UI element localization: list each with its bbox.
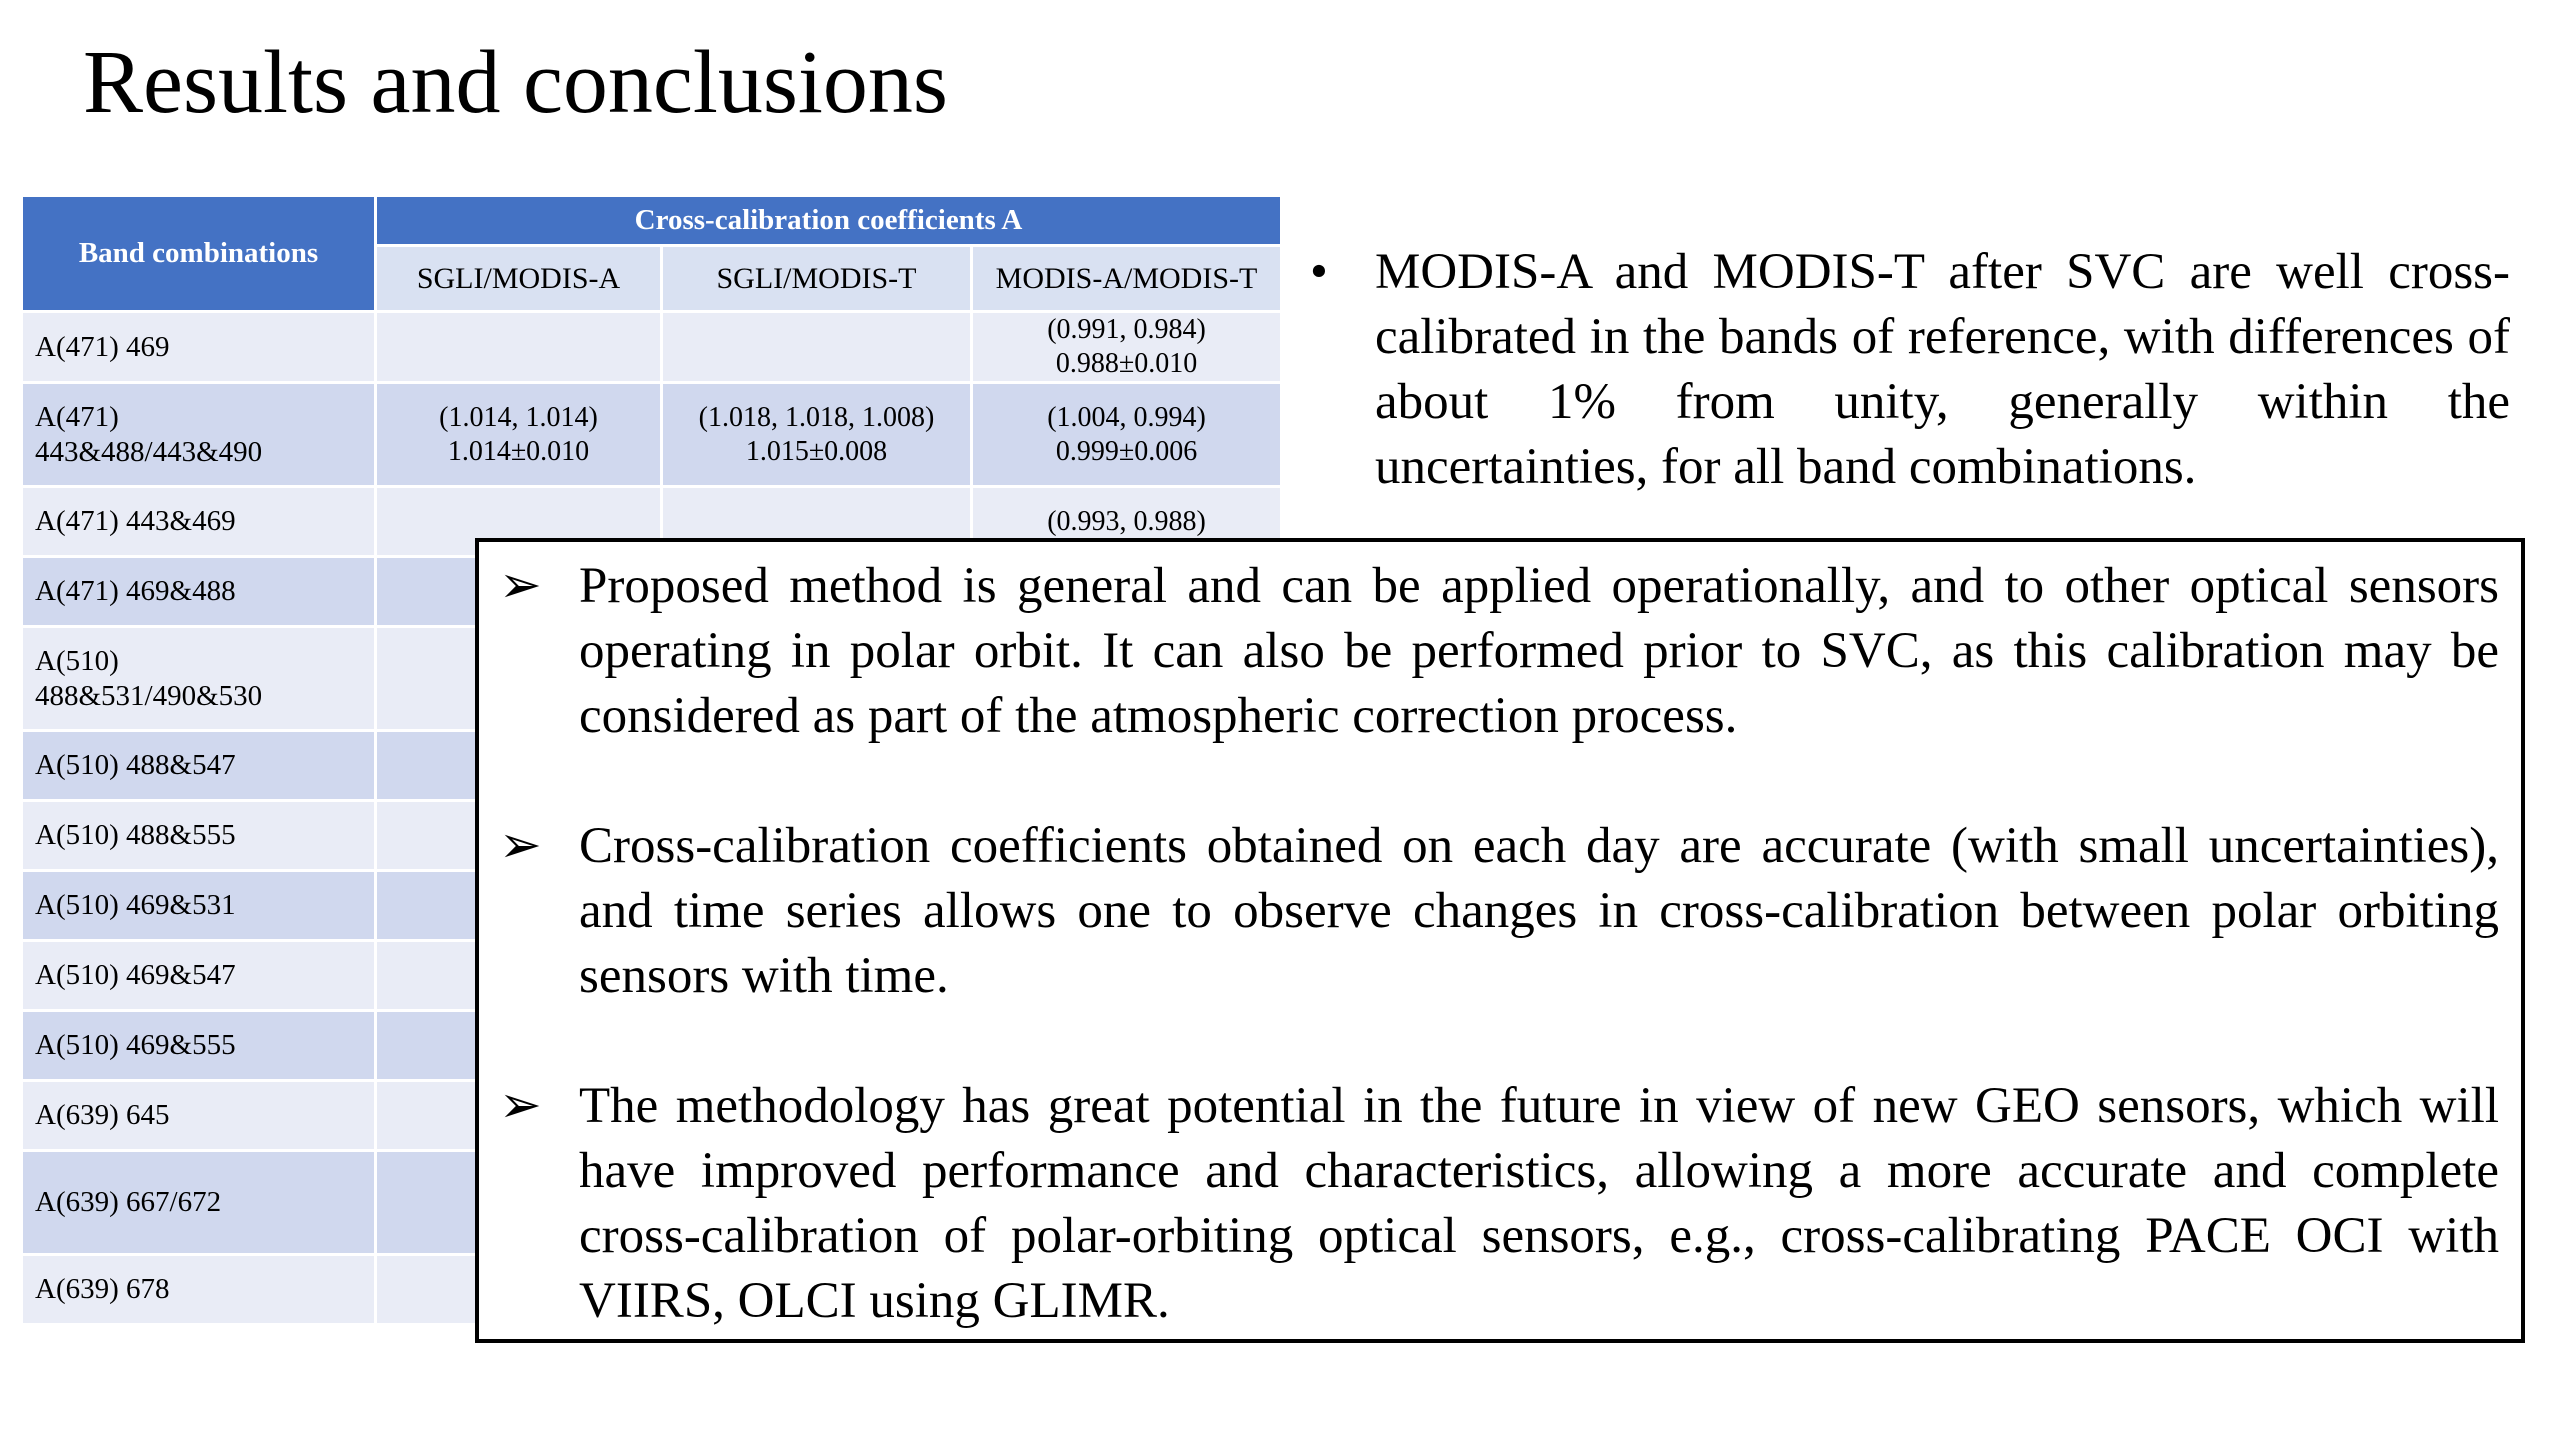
column-header: MODIS-A/MODIS-T bbox=[972, 246, 1282, 312]
band-cell bbox=[22, 312, 376, 383]
cell-line: A(639) 678 bbox=[35, 1273, 170, 1305]
header-cross-calibration: Cross-calibration coefficients A bbox=[376, 196, 1282, 246]
table-row bbox=[22, 312, 1282, 383]
band-cell bbox=[22, 1255, 376, 1325]
cell-line: 1.014±0.010 bbox=[447, 435, 590, 467]
header-band-combinations: Band combinations bbox=[22, 196, 376, 312]
band-cell bbox=[22, 871, 376, 941]
column-header: SGLI/MODIS-T bbox=[662, 246, 972, 312]
value-cell bbox=[376, 383, 662, 487]
band-cell bbox=[22, 383, 376, 487]
band-cell bbox=[22, 941, 376, 1011]
band-cell bbox=[22, 1081, 376, 1151]
cell-line: (1.004, 0.994) bbox=[1047, 401, 1206, 433]
cell-line: A(510) bbox=[35, 644, 119, 677]
conclusion-item bbox=[499, 554, 2499, 749]
value-cell bbox=[662, 312, 972, 383]
bullet-marker: • bbox=[1310, 244, 1328, 300]
conclusion-text: The methodology has great potential in the future in view of new GEO sensors, which will have improved performance and characteristics, allowing a more accurate and complete cross-calibration of polar-orbiting optical sensors, e.g., cross-calibrating PACE OCI with VIIRS, OLCI using GLIMR. bbox=[579, 1078, 2499, 1329]
cell-line: 443&488/443&490 bbox=[35, 435, 263, 468]
cell-line: A(639) 645 bbox=[35, 1099, 170, 1131]
cell-line: (1.014, 1.014) bbox=[439, 401, 598, 433]
value-cell bbox=[376, 312, 662, 383]
cell-line: A(471) 469&488 bbox=[35, 575, 236, 607]
cell-line: A(510) 469&531 bbox=[35, 889, 236, 921]
bullet-text: MODIS-A and MODIS-T after SVC are well cross-calibrated in the bands of reference, with differences of about 1% from unity, generally within the uncertainties, for all band combinations. bbox=[1375, 244, 2510, 495]
cell-line: A(639) 667/672 bbox=[35, 1186, 222, 1218]
arrow-bullet-icon: ➢ bbox=[499, 818, 542, 874]
conclusion-text: Cross-calibration coefficients obtained on each day are accurate (with small uncertainties), and time series allows one to observe changes in cross-calibration between polar orbiting sensors with time. bbox=[579, 818, 2499, 1004]
column-header: SGLI/MODIS-A bbox=[376, 246, 662, 312]
value-cell bbox=[972, 383, 1282, 487]
cell-line: 0.999±0.006 bbox=[1055, 435, 1198, 467]
band-cell bbox=[22, 1011, 376, 1081]
value-cell bbox=[972, 312, 1282, 383]
arrow-bullet-icon: ➢ bbox=[499, 558, 542, 614]
band-cell bbox=[22, 487, 376, 557]
table-row bbox=[22, 383, 1282, 487]
cell-line: (0.993, 0.988) bbox=[1047, 505, 1206, 537]
cell-line: A(471) 443&469 bbox=[35, 505, 236, 537]
conclusion-text: Proposed method is general and can be applied operationally, and to other optical sensors operating in polar orbit. It can also be performed prior to SVC, as this calibration may be considered as part of the atmospheric correction process. bbox=[579, 558, 2499, 744]
band-cell bbox=[22, 627, 376, 731]
cell-line: 1.015±0.008 bbox=[745, 435, 888, 467]
cell-line: A(471) bbox=[35, 400, 119, 433]
cell-line: (1.018, 1.018, 1.008) bbox=[698, 401, 935, 433]
conclusions-box bbox=[475, 538, 2525, 1343]
conclusion-item bbox=[499, 814, 2499, 1009]
cell-line: (0.991, 0.984) bbox=[1047, 314, 1206, 345]
arrow-bullet-icon: ➢ bbox=[499, 1078, 542, 1134]
bullet-point bbox=[1310, 240, 2510, 500]
cell-line: A(510) 488&555 bbox=[35, 819, 236, 851]
cell-line: 488&531/490&530 bbox=[35, 679, 263, 712]
cell-line: A(510) 469&547 bbox=[35, 959, 236, 991]
band-cell bbox=[22, 1151, 376, 1255]
slide-title: Results and conclusions bbox=[83, 33, 948, 132]
cell-line: A(510) 469&555 bbox=[35, 1029, 236, 1061]
cell-line: A(471) 469 bbox=[35, 330, 170, 363]
band-cell bbox=[22, 801, 376, 871]
cell-line: 0.988±0.010 bbox=[1055, 348, 1198, 379]
conclusion-item bbox=[499, 1074, 2499, 1334]
value-cell bbox=[662, 383, 972, 487]
band-cell bbox=[22, 731, 376, 801]
band-cell bbox=[22, 557, 376, 627]
cell-line: A(510) 488&547 bbox=[35, 749, 236, 781]
